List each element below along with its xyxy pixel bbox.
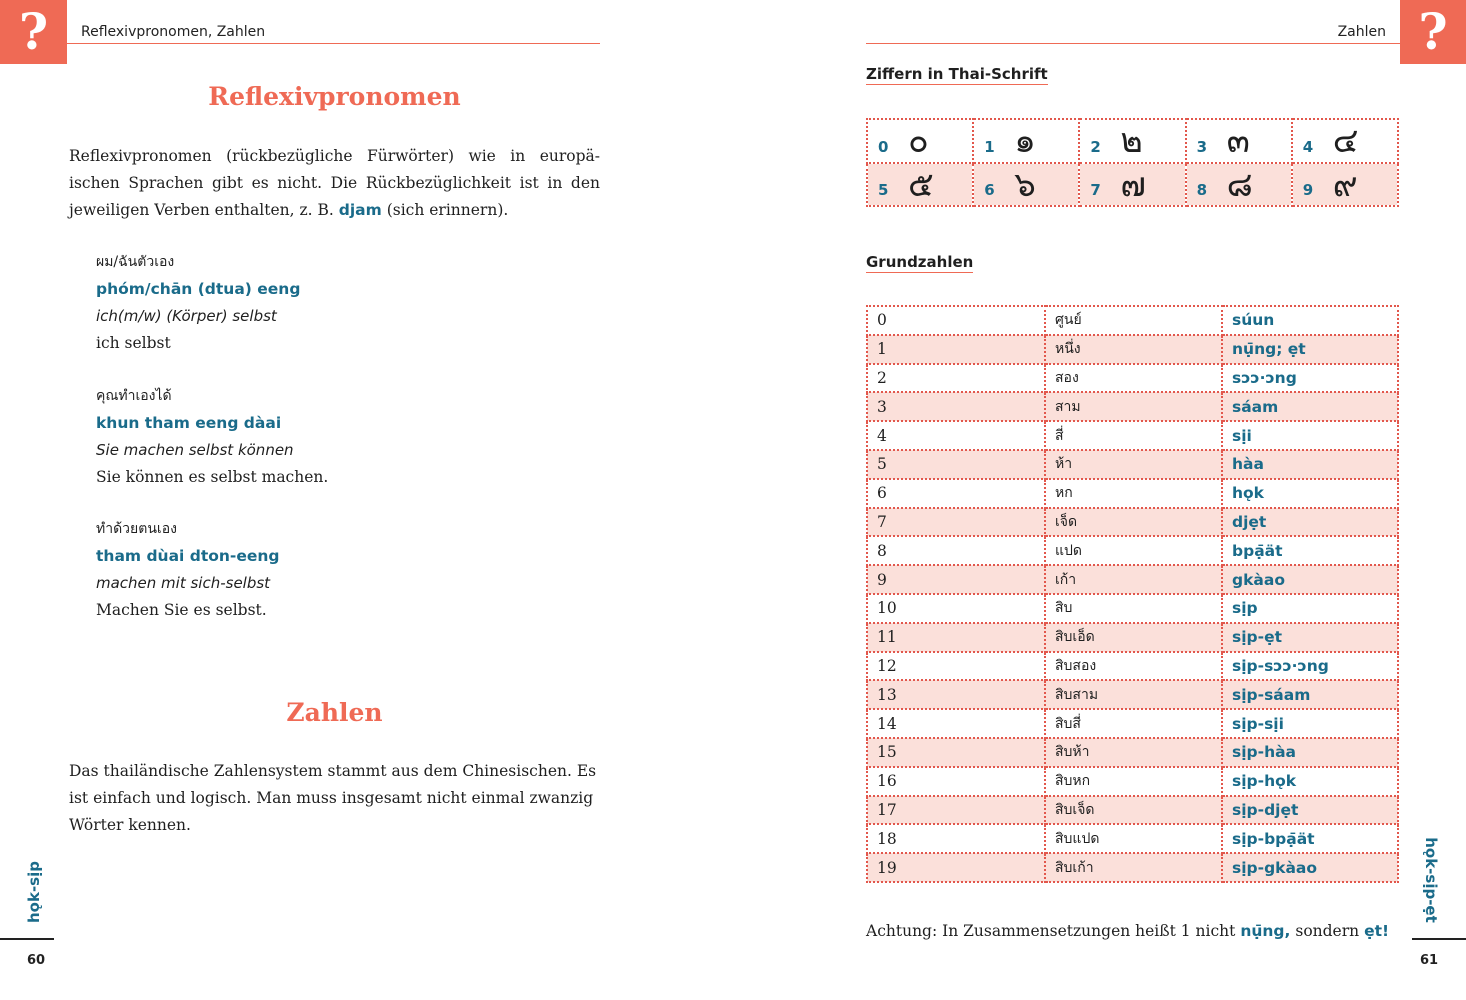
intro-term: djam	[338, 201, 382, 219]
side-label-left: hǫk-sịp	[25, 861, 43, 923]
thai-word-cell: สิบหก	[1045, 767, 1222, 796]
example-literal: Sie machen selbst können	[96, 441, 294, 459]
digit-cell	[1292, 119, 1398, 163]
digit-number: 5	[878, 181, 889, 199]
thai-word-cell: ห้า	[1045, 450, 1222, 479]
thai-word-cell: สิบเอ็ด	[1045, 623, 1222, 652]
table-row	[867, 623, 1398, 652]
example-thai: คุณทำเองได้	[96, 388, 172, 404]
digit-number: 3	[1196, 137, 1207, 156]
table-row	[867, 392, 1398, 421]
example-transcription: tham dùai dton-eeng	[96, 547, 280, 565]
transcription-cell: sịp	[1222, 594, 1398, 623]
running-head-left: Reflexivpronomen, Zahlen	[81, 24, 266, 40]
running-head-right: Zahlen	[1337, 24, 1386, 40]
transcription-cell: sịp-ẹt	[1222, 623, 1398, 652]
number-cell: 2	[867, 364, 1045, 393]
example-german: Sie können es selbst machen.	[96, 468, 329, 486]
digit-number: 8	[1196, 181, 1207, 199]
table-row	[867, 450, 1398, 479]
example-block-1	[96, 249, 576, 357]
digit-glyph: ๙	[1332, 164, 1358, 205]
number-cell: 18	[867, 824, 1045, 853]
table-row	[867, 306, 1398, 335]
transcription-cell: sịp-gkàao	[1222, 853, 1398, 882]
footer-rule-left	[0, 938, 54, 940]
thai-word-cell: หนึ่ง	[1045, 335, 1222, 364]
example-german: ich selbst	[96, 334, 171, 352]
question-mark-icon: ?	[1400, 0, 1466, 64]
thai-word-cell: สาม	[1045, 392, 1222, 421]
question-mark-icon: ?	[0, 0, 67, 64]
transcription-cell: sịp-hàa	[1222, 738, 1398, 767]
digit-cell	[1292, 163, 1398, 207]
digit-glyph: ๕	[908, 164, 934, 205]
thai-word-cell: สิบ	[1045, 594, 1222, 623]
digit-cell	[1186, 119, 1292, 163]
digit-cell	[1079, 119, 1185, 163]
side-label-right: hǫk-sịp-ẹt	[1422, 837, 1440, 923]
note-middle: sondern	[1295, 922, 1360, 940]
digit-glyph: ๑	[1014, 121, 1036, 161]
thai-word-cell: สิบห้า	[1045, 738, 1222, 767]
transcription-cell: sáam	[1222, 392, 1398, 421]
basic-numbers-table	[866, 305, 1399, 883]
thai-word-cell: แปด	[1045, 536, 1222, 565]
page-number-left: 60	[27, 953, 46, 968]
transcription-cell: sịp-sáam	[1222, 680, 1398, 709]
transcription-cell: hǫk	[1222, 479, 1398, 508]
number-cell: 6	[867, 479, 1045, 508]
note-prefix: Achtung: In Zusammensetzungen heißt 1 nicht	[866, 922, 1236, 940]
thai-word-cell: สิบเก้า	[1045, 853, 1222, 882]
numbers-heading: Grundzahlen	[866, 253, 974, 271]
intro-text: Reflexivpronomen (rückbezügliche Fürwörter) wie in europä-ischen Sprachen gibt es nicht. Die Rückbezüglichkeit ist in den jeweiligen Verben enthalten, z. B.	[69, 147, 600, 219]
transcription-cell: djẹt	[1222, 508, 1398, 537]
header-rule-right	[866, 43, 1400, 44]
intro-tail: (sich erinnern).	[386, 201, 509, 219]
thai-digits-table	[866, 118, 1399, 207]
transcription-cell: sịp-sɔɔ·ɔng	[1222, 652, 1398, 681]
digit-glyph: ๒	[1120, 121, 1143, 161]
digit-number: 2	[1090, 137, 1101, 156]
transcription-cell: sịp-hǫk	[1222, 767, 1398, 796]
number-cell: 15	[867, 738, 1045, 767]
thai-word-cell: สิบสอง	[1045, 652, 1222, 681]
thai-word-cell: สี่	[1045, 421, 1222, 450]
example-transcription: khun tham eeng dàai	[96, 414, 282, 432]
thai-word-cell: สิบเจ็ด	[1045, 796, 1222, 825]
table-row	[867, 680, 1398, 709]
table-row	[867, 738, 1398, 767]
zahlen-paragraph: Das thailändische Zahlensystem stammt aus dem Chinesischen. Es ist einfach und logisch. Man muss insgesamt nicht einmal zwanzig Wörter kennen.	[69, 762, 597, 834]
thai-word-cell: เก้า	[1045, 565, 1222, 594]
transcription-cell: sịi	[1222, 421, 1398, 450]
table-row	[867, 594, 1398, 623]
example-literal: ich(m/w) (Körper) selbst	[96, 307, 277, 325]
note-paragraph	[866, 918, 1406, 945]
digit-glyph: ๐	[908, 121, 929, 161]
number-cell: 5	[867, 450, 1045, 479]
example-thai: ทำด้วยตนเอง	[96, 521, 177, 537]
intro-paragraph	[69, 143, 600, 224]
number-cell: 3	[867, 392, 1045, 421]
table-row	[867, 364, 1398, 393]
header-rule-left	[67, 43, 600, 44]
table-row	[867, 421, 1398, 450]
table-row	[867, 565, 1398, 594]
note-term-2: ẹt!	[1364, 922, 1390, 940]
digits-heading: Ziffern in Thai-Schrift	[866, 65, 1048, 83]
digit-number: 1	[984, 137, 995, 156]
digit-glyph: ๘	[1226, 164, 1253, 205]
number-cell: 0	[867, 306, 1045, 335]
digit-glyph: ๔	[1332, 121, 1359, 161]
example-block-3	[96, 516, 576, 624]
transcription-cell: sịp-sịi	[1222, 709, 1398, 738]
thai-word-cell: สิบสี่	[1045, 709, 1222, 738]
table-row	[867, 709, 1398, 738]
transcription-cell: nụ̄ng; ẹt	[1222, 335, 1398, 364]
number-cell: 12	[867, 652, 1045, 681]
thai-word-cell: เจ็ด	[1045, 508, 1222, 537]
note-term-1: nụ̄ng,	[1240, 922, 1291, 940]
number-cell: 13	[867, 680, 1045, 709]
digit-number: 6	[984, 181, 995, 199]
number-cell: 11	[867, 623, 1045, 652]
number-cell: 16	[867, 767, 1045, 796]
transcription-cell: sịp-bpạ̄ät	[1222, 824, 1398, 853]
table-row	[867, 652, 1398, 681]
table-row	[867, 796, 1398, 825]
table-row	[867, 853, 1398, 882]
table-row	[867, 335, 1398, 364]
transcription-cell: bpạ̄ät	[1222, 536, 1398, 565]
transcription-cell: súun	[1222, 306, 1398, 335]
digit-cell	[867, 119, 973, 163]
table-row	[867, 479, 1398, 508]
example-thai: ผม/ฉันตัวเอง	[96, 254, 175, 270]
number-cell: 14	[867, 709, 1045, 738]
thai-word-cell: สิบแปด	[1045, 824, 1222, 853]
transcription-cell: sɔɔ·ɔng	[1222, 364, 1398, 393]
number-cell: 9	[867, 565, 1045, 594]
transcription-cell: hàa	[1222, 450, 1398, 479]
heading-zahlen: Zahlen	[286, 698, 383, 727]
number-cell: 4	[867, 421, 1045, 450]
digit-number: 7	[1090, 181, 1101, 199]
number-cell: 8	[867, 536, 1045, 565]
digit-cell	[973, 163, 1079, 207]
thai-word-cell: สอง	[1045, 364, 1222, 393]
thai-word-cell: สิบสาม	[1045, 680, 1222, 709]
digit-cell	[1079, 163, 1185, 207]
table-row	[867, 824, 1398, 853]
example-transcription: phóm/chān (dtua) eeng	[96, 280, 301, 298]
thai-word-cell: หก	[1045, 479, 1222, 508]
digit-number: 9	[1302, 181, 1314, 199]
digit-glyph: ๓	[1226, 121, 1250, 161]
table-row	[867, 767, 1398, 796]
heading-reflexivpronomen: Reflexivpronomen	[208, 82, 461, 111]
digit-number: 0	[878, 137, 889, 156]
transcription-cell: sịp-djẹt	[1222, 796, 1398, 825]
digit-glyph: ๖	[1014, 164, 1036, 205]
digit-cell	[1186, 163, 1292, 207]
transcription-cell: gkàao	[1222, 565, 1398, 594]
thai-word-cell: ศูนย์	[1045, 306, 1222, 335]
table-row	[867, 536, 1398, 565]
number-cell: 17	[867, 796, 1045, 825]
example-literal: machen mit sich-selbst	[96, 574, 271, 592]
digit-cell	[973, 119, 1079, 163]
digit-cell	[867, 163, 973, 207]
number-cell: 10	[867, 594, 1045, 623]
digit-glyph: ๗	[1120, 164, 1146, 205]
table-row	[867, 508, 1398, 537]
footer-rule-right	[1412, 938, 1466, 940]
page-number-right: 61	[1420, 953, 1439, 968]
digit-number: 4	[1302, 137, 1314, 156]
example-block-2	[96, 383, 576, 491]
example-german: Machen Sie es selbst.	[96, 601, 267, 619]
number-cell: 19	[867, 853, 1045, 882]
number-cell: 1	[867, 335, 1045, 364]
number-cell: 7	[867, 508, 1045, 537]
